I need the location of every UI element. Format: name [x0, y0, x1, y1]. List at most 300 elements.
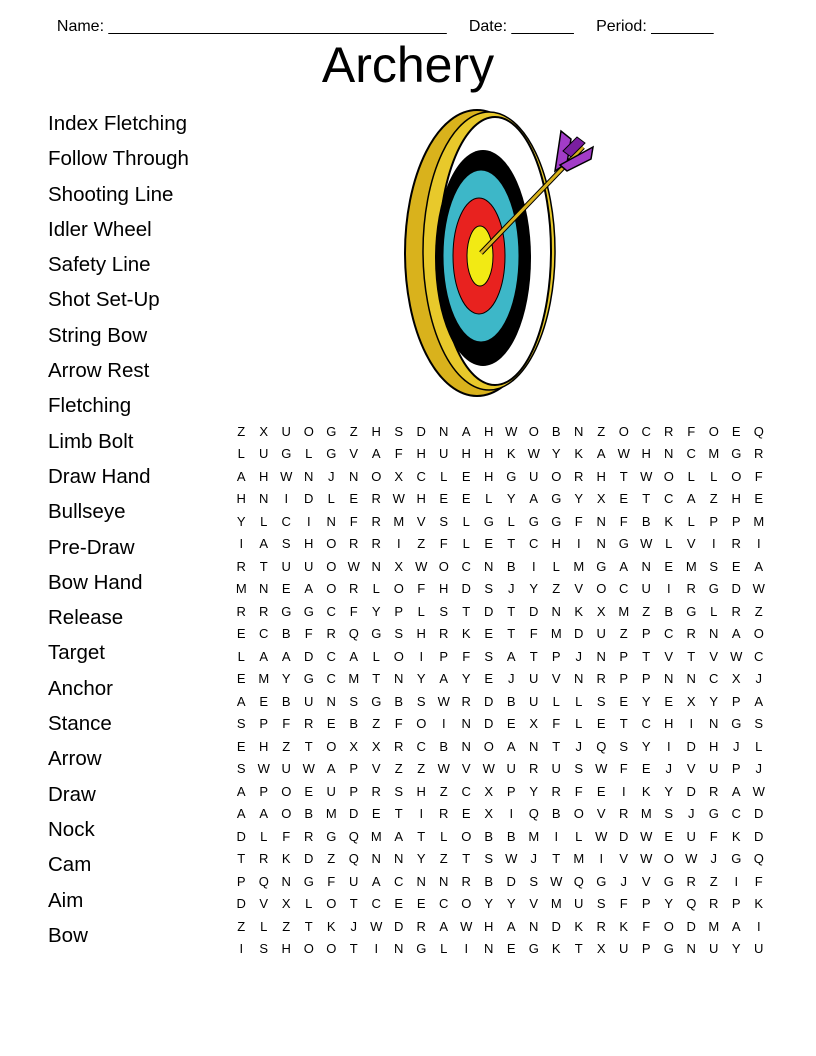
grid-letter[interactable]: P [394, 603, 404, 619]
grid-letter[interactable]: W [437, 693, 450, 709]
grid-letter[interactable]: D [236, 828, 246, 844]
grid-letter[interactable]: M [573, 851, 585, 867]
grid-letter[interactable]: G [326, 423, 337, 439]
grid-letter[interactable]: A [754, 693, 764, 709]
grid-letter[interactable]: B [394, 693, 404, 709]
grid-letter[interactable]: R [236, 558, 246, 574]
grid-letter[interactable]: B [439, 738, 449, 754]
grid-letter[interactable]: P [551, 648, 561, 664]
grid-letter[interactable]: D [731, 581, 741, 597]
grid-letter[interactable]: T [507, 626, 516, 642]
grid-letter[interactable]: W [595, 761, 608, 777]
grid-letter[interactable]: Y [281, 671, 291, 687]
grid-letter[interactable]: A [236, 468, 246, 484]
grid-letter[interactable]: O [281, 783, 292, 799]
grid-letter[interactable]: S [439, 513, 449, 529]
grid-letter[interactable]: U [529, 693, 539, 709]
grid-letter[interactable]: J [755, 671, 762, 687]
grid-letter[interactable]: L [305, 446, 313, 462]
grid-letter[interactable]: V [371, 761, 381, 777]
grid-letter[interactable]: E [731, 558, 741, 574]
grid-letter[interactable]: A [236, 806, 246, 822]
grid-letter[interactable]: F [552, 716, 561, 732]
grid-letter[interactable]: R [686, 581, 696, 597]
grid-letter[interactable]: A [394, 828, 404, 844]
grid-letter[interactable]: U [439, 446, 449, 462]
grid-letter[interactable]: L [710, 468, 718, 484]
grid-letter[interactable]: D [484, 716, 494, 732]
grid-letter[interactable]: G [528, 941, 539, 957]
grid-letter[interactable]: P [731, 761, 741, 777]
grid-letter[interactable]: T [349, 896, 358, 912]
grid-letter[interactable]: S [529, 873, 539, 889]
grid-letter[interactable]: L [687, 468, 695, 484]
grid-letter[interactable]: U [529, 671, 539, 687]
grid-letter[interactable]: I [306, 513, 311, 529]
grid-letter[interactable]: X [349, 738, 359, 754]
grid-letter[interactable]: V [686, 536, 696, 552]
grid-letter[interactable]: F [574, 513, 583, 529]
grid-letter[interactable]: M [550, 626, 562, 642]
grid-letter[interactable]: I [374, 941, 379, 957]
grid-letter[interactable]: G [416, 941, 427, 957]
grid-letter[interactable]: U [529, 468, 539, 484]
grid-letter[interactable]: P [709, 513, 719, 529]
grid-letter[interactable]: Q [596, 738, 607, 754]
grid-letter[interactable]: Q [258, 873, 269, 889]
grid-letter[interactable]: R [349, 581, 359, 597]
grid-letter[interactable]: F [349, 513, 358, 529]
grid-letter[interactable]: V [664, 648, 674, 664]
grid-letter[interactable]: J [710, 851, 717, 867]
grid-letter[interactable]: K [731, 828, 741, 844]
grid-letter[interactable]: B [281, 626, 291, 642]
grid-letter[interactable]: N [709, 626, 719, 642]
grid-letter[interactable]: A [731, 626, 741, 642]
grid-letter[interactable]: H [371, 423, 381, 439]
grid-letter[interactable]: K [551, 941, 561, 957]
grid-letter[interactable]: S [236, 761, 246, 777]
grid-letter[interactable]: E [619, 491, 629, 507]
grid-letter[interactable]: O [596, 581, 607, 597]
grid-letter[interactable]: W [460, 918, 473, 934]
grid-letter[interactable]: P [506, 783, 516, 799]
grid-letter[interactable]: R [529, 761, 539, 777]
grid-letter[interactable]: A [236, 693, 246, 709]
grid-letter[interactable]: S [484, 581, 494, 597]
grid-letter[interactable]: L [305, 896, 313, 912]
grid-letter[interactable]: Y [416, 671, 426, 687]
grid-letter[interactable]: I [419, 648, 424, 664]
grid-letter[interactable]: I [509, 806, 514, 822]
grid-letter[interactable]: X [259, 423, 269, 439]
grid-letter[interactable]: L [485, 491, 493, 507]
grid-letter[interactable]: E [484, 626, 494, 642]
grid-letter[interactable]: S [259, 941, 269, 957]
grid-letter[interactable]: Y [371, 603, 381, 619]
grid-letter[interactable]: B [664, 603, 674, 619]
grid-letter[interactable]: R [596, 671, 606, 687]
grid-letter[interactable]: F [709, 828, 718, 844]
grid-letter[interactable]: N [461, 738, 471, 754]
grid-letter[interactable]: L [462, 513, 470, 529]
grid-letter[interactable]: E [394, 896, 404, 912]
grid-letter[interactable]: F [687, 423, 696, 439]
grid-letter[interactable]: K [281, 851, 291, 867]
grid-letter[interactable]: A [259, 536, 269, 552]
grid-letter[interactable]: L [260, 918, 268, 934]
grid-letter[interactable]: M [618, 603, 630, 619]
grid-letter[interactable]: L [575, 828, 583, 844]
grid-letter[interactable]: O [416, 716, 427, 732]
grid-letter[interactable]: N [574, 423, 584, 439]
grid-letter[interactable]: U [304, 693, 314, 709]
grid-letter[interactable]: R [304, 716, 314, 732]
grid-letter[interactable]: U [619, 941, 629, 957]
grid-letter[interactable]: M [393, 513, 405, 529]
grid-letter[interactable]: O [393, 581, 404, 597]
grid-letter[interactable]: H [664, 716, 674, 732]
grid-letter[interactable]: O [461, 828, 472, 844]
grid-letter[interactable]: N [596, 513, 606, 529]
grid-letter[interactable]: B [484, 873, 494, 889]
grid-letter[interactable]: M [685, 558, 697, 574]
grid-letter[interactable]: R [416, 918, 426, 934]
grid-letter[interactable]: K [461, 626, 471, 642]
grid-letter[interactable]: J [530, 851, 537, 867]
grid-letter[interactable]: F [574, 783, 583, 799]
grid-letter[interactable]: X [596, 603, 606, 619]
grid-letter[interactable]: L [260, 828, 268, 844]
grid-letter[interactable]: T [304, 738, 313, 754]
grid-letter[interactable]: R [259, 851, 269, 867]
grid-letter[interactable]: O [281, 806, 292, 822]
grid-letter[interactable]: I [666, 738, 671, 754]
grid-letter[interactable]: Z [709, 491, 718, 507]
grid-letter[interactable]: B [506, 558, 516, 574]
grid-letter[interactable]: T [552, 738, 561, 754]
grid-letter[interactable]: N [484, 558, 494, 574]
grid-letter[interactable]: W [752, 783, 765, 799]
grid-letter[interactable]: E [461, 468, 471, 484]
grid-letter[interactable]: A [619, 558, 629, 574]
grid-letter[interactable]: E [461, 806, 471, 822]
grid-letter[interactable]: J [733, 738, 740, 754]
grid-letter[interactable]: W [505, 423, 518, 439]
grid-letter[interactable]: O [663, 851, 674, 867]
grid-letter[interactable]: T [642, 491, 651, 507]
grid-letter[interactable]: O [731, 468, 742, 484]
grid-letter[interactable]: U [641, 581, 651, 597]
grid-letter[interactable]: D [484, 693, 494, 709]
grid-letter[interactable]: I [621, 783, 626, 799]
grid-letter[interactable]: T [237, 851, 246, 867]
grid-letter[interactable]: H [416, 783, 426, 799]
grid-letter[interactable]: N [371, 558, 381, 574]
grid-letter[interactable]: D [349, 806, 359, 822]
grid-letter[interactable]: U [281, 558, 291, 574]
grid-letter[interactable]: L [237, 648, 245, 664]
grid-letter[interactable]: H [551, 536, 561, 552]
grid-letter[interactable]: J [350, 918, 357, 934]
grid-letter[interactable]: U [326, 783, 336, 799]
grid-letter[interactable]: H [281, 941, 291, 957]
grid-letter[interactable]: W [617, 446, 630, 462]
grid-letter[interactable]: Q [753, 851, 764, 867]
grid-letter[interactable]: S [394, 783, 404, 799]
grid-letter[interactable]: G [281, 446, 292, 462]
grid-letter[interactable]: S [484, 648, 494, 664]
grid-letter[interactable]: W [370, 918, 383, 934]
grid-letter[interactable]: C [664, 626, 674, 642]
grid-letter[interactable]: Y [506, 896, 516, 912]
grid-letter[interactable]: R [619, 806, 629, 822]
grid-letter[interactable]: Y [529, 581, 539, 597]
grid-letter[interactable]: J [328, 468, 335, 484]
grid-letter[interactable]: Y [461, 671, 471, 687]
grid-letter[interactable]: A [731, 783, 741, 799]
grid-letter[interactable]: N [349, 468, 359, 484]
grid-letter[interactable]: R [709, 896, 719, 912]
grid-letter[interactable]: W [505, 851, 518, 867]
grid-letter[interactable]: H [259, 468, 269, 484]
grid-letter[interactable]: Z [394, 761, 403, 777]
grid-letter[interactable]: M [528, 828, 540, 844]
grid-letter[interactable]: B [641, 513, 651, 529]
grid-letter[interactable]: Z [417, 761, 426, 777]
grid-letter[interactable]: G [686, 603, 697, 619]
grid-letter[interactable]: Y [484, 896, 494, 912]
grid-letter[interactable]: R [596, 918, 606, 934]
grid-letter[interactable]: V [709, 648, 719, 664]
grid-letter[interactable]: E [349, 491, 359, 507]
grid-letter[interactable]: H [416, 626, 426, 642]
grid-letter[interactable]: M [640, 806, 652, 822]
grid-letter[interactable]: X [484, 783, 494, 799]
grid-letter[interactable]: Z [372, 716, 381, 732]
grid-letter[interactable]: A [371, 873, 381, 889]
grid-letter[interactable]: U [596, 626, 606, 642]
grid-letter[interactable]: O [663, 918, 674, 934]
grid-letter[interactable]: Q [573, 873, 584, 889]
grid-letter[interactable]: G [551, 491, 562, 507]
grid-letter[interactable]: J [688, 806, 695, 822]
grid-letter[interactable]: K [574, 446, 584, 462]
grid-letter[interactable]: L [237, 446, 245, 462]
grid-letter[interactable]: O [393, 648, 404, 664]
grid-letter[interactable]: K [754, 896, 764, 912]
grid-letter[interactable]: R [326, 626, 336, 642]
grid-letter[interactable]: A [236, 783, 246, 799]
grid-letter[interactable]: J [508, 581, 515, 597]
grid-letter[interactable]: T [687, 648, 696, 664]
name-field[interactable]: Name: ______________________________________ [56, 18, 447, 35]
grid-letter[interactable]: D [484, 603, 494, 619]
grid-letter[interactable]: G [596, 558, 607, 574]
grid-letter[interactable]: N [326, 693, 336, 709]
grid-letter[interactable]: O [303, 423, 314, 439]
grid-letter[interactable]: R [259, 603, 269, 619]
grid-letter[interactable]: Y [416, 851, 426, 867]
grid-letter[interactable]: Z [237, 423, 246, 439]
grid-letter[interactable]: C [664, 491, 674, 507]
grid-letter[interactable]: R [461, 693, 471, 709]
grid-letter[interactable]: E [461, 491, 471, 507]
grid-letter[interactable]: S [236, 716, 246, 732]
grid-letter[interactable]: P [641, 896, 651, 912]
grid-letter[interactable]: G [708, 806, 719, 822]
grid-letter[interactable]: O [326, 738, 337, 754]
grid-letter[interactable]: G [303, 671, 314, 687]
grid-letter[interactable]: L [687, 513, 695, 529]
grid-letter[interactable]: P [641, 626, 651, 642]
grid-letter[interactable]: A [259, 806, 269, 822]
grid-letter[interactable]: D [686, 783, 696, 799]
grid-letter[interactable]: N [461, 716, 471, 732]
grid-letter[interactable]: F [619, 513, 628, 529]
grid-letter[interactable]: C [461, 783, 471, 799]
grid-letter[interactable]: C [416, 468, 426, 484]
grid-letter[interactable]: T [259, 558, 268, 574]
grid-letter[interactable]: V [551, 671, 561, 687]
grid-letter[interactable]: K [326, 918, 336, 934]
grid-letter[interactable]: U [506, 761, 516, 777]
grid-letter[interactable]: U [349, 873, 359, 889]
grid-letter[interactable]: X [596, 941, 606, 957]
grid-letter[interactable]: O [528, 423, 539, 439]
grid-letter[interactable]: Y [664, 783, 674, 799]
grid-letter[interactable]: V [259, 896, 269, 912]
grid-letter[interactable]: N [709, 716, 719, 732]
grid-letter[interactable]: A [529, 491, 539, 507]
grid-letter[interactable]: G [506, 468, 517, 484]
grid-letter[interactable]: T [574, 941, 583, 957]
grid-letter[interactable]: C [686, 446, 696, 462]
grid-letter[interactable]: C [709, 671, 719, 687]
grid-letter[interactable]: V [461, 761, 471, 777]
grid-letter[interactable]: F [619, 896, 628, 912]
grid-letter[interactable]: T [462, 603, 471, 619]
grid-letter[interactable]: A [506, 918, 516, 934]
grid-letter[interactable]: R [574, 468, 584, 484]
grid-letter[interactable]: R [731, 603, 741, 619]
grid-letter[interactable]: U [259, 446, 269, 462]
grid-letter[interactable]: O [326, 941, 337, 957]
grid-letter[interactable]: N [439, 873, 449, 889]
grid-letter[interactable]: N [259, 491, 269, 507]
grid-letter[interactable]: P [731, 513, 741, 529]
grid-letter[interactable]: E [371, 806, 381, 822]
grid-letter[interactable]: O [753, 626, 764, 642]
grid-letter[interactable]: D [236, 896, 246, 912]
grid-letter[interactable]: F [529, 626, 538, 642]
grid-letter[interactable]: E [506, 716, 516, 732]
grid-letter[interactable]: V [619, 851, 629, 867]
grid-letter[interactable]: W [280, 468, 293, 484]
grid-letter[interactable]: S [596, 896, 606, 912]
grid-letter[interactable]: L [462, 536, 470, 552]
grid-letter[interactable]: L [440, 468, 448, 484]
grid-letter[interactable]: T [417, 828, 426, 844]
grid-letter[interactable]: T [642, 648, 651, 664]
grid-letter[interactable]: Z [619, 626, 628, 642]
grid-letter[interactable]: G [596, 873, 607, 889]
grid-letter[interactable]: A [596, 446, 606, 462]
grid-letter[interactable]: A [506, 738, 516, 754]
grid-letter[interactable]: W [640, 536, 653, 552]
grid-letter[interactable]: S [394, 423, 404, 439]
grid-letter[interactable]: N [281, 873, 291, 889]
grid-letter[interactable]: Z [597, 423, 606, 439]
grid-letter[interactable]: G [731, 446, 742, 462]
grid-letter[interactable]: J [755, 761, 762, 777]
grid-letter[interactable]: G [326, 828, 337, 844]
grid-letter[interactable]: V [596, 806, 606, 822]
grid-letter[interactable]: A [754, 558, 764, 574]
grid-letter[interactable]: D [416, 423, 426, 439]
grid-letter[interactable]: V [574, 581, 584, 597]
grid-letter[interactable]: X [731, 671, 741, 687]
grid-letter[interactable]: F [394, 446, 403, 462]
grid-letter[interactable]: T [619, 468, 628, 484]
grid-letter[interactable]: A [461, 423, 471, 439]
grid-letter[interactable]: H [709, 738, 719, 754]
grid-letter[interactable]: E [484, 671, 494, 687]
grid-letter[interactable]: C [439, 896, 449, 912]
grid-letter[interactable]: E [664, 693, 674, 709]
grid-letter[interactable]: R [304, 828, 314, 844]
grid-letter[interactable]: W [752, 581, 765, 597]
grid-letter[interactable]: M [348, 671, 360, 687]
grid-letter[interactable]: S [439, 603, 449, 619]
grid-letter[interactable]: O [573, 806, 584, 822]
grid-letter[interactable]: S [754, 716, 764, 732]
grid-letter[interactable]: Z [552, 581, 561, 597]
grid-letter[interactable]: T [619, 716, 628, 732]
grid-letter[interactable]: R [349, 536, 359, 552]
grid-letter[interactable]: B [349, 716, 359, 732]
grid-letter[interactable]: W [415, 558, 428, 574]
grid-letter[interactable]: H [641, 446, 651, 462]
grid-letter[interactable]: F [754, 468, 763, 484]
grid-letter[interactable]: C [394, 873, 404, 889]
grid-letter[interactable]: V [416, 513, 426, 529]
grid-letter[interactable]: L [665, 536, 673, 552]
grid-letter[interactable]: L [507, 513, 515, 529]
grid-letter[interactable]: C [731, 806, 741, 822]
grid-letter[interactable]: I [756, 536, 761, 552]
grid-letter[interactable]: W [640, 828, 653, 844]
grid-letter[interactable]: S [709, 558, 719, 574]
grid-letter[interactable]: P [439, 648, 449, 664]
grid-letter[interactable]: E [281, 581, 291, 597]
grid-letter[interactable]: R [371, 513, 381, 529]
grid-letter[interactable]: F [349, 603, 358, 619]
grid-letter[interactable]: Z [709, 873, 718, 889]
grid-letter[interactable]: G [371, 626, 382, 642]
grid-letter[interactable]: W [527, 446, 540, 462]
grid-letter[interactable]: M [708, 918, 720, 934]
grid-letter[interactable]: N [529, 738, 539, 754]
grid-letter[interactable]: G [326, 446, 337, 462]
grid-letter[interactable]: K [574, 918, 584, 934]
grid-letter[interactable]: Q [348, 626, 359, 642]
grid-letter[interactable]: S [416, 693, 426, 709]
grid-letter[interactable]: N [664, 671, 674, 687]
grid-letter[interactable]: R [371, 491, 381, 507]
grid-letter[interactable]: E [754, 491, 764, 507]
grid-letter[interactable]: Y [236, 513, 246, 529]
